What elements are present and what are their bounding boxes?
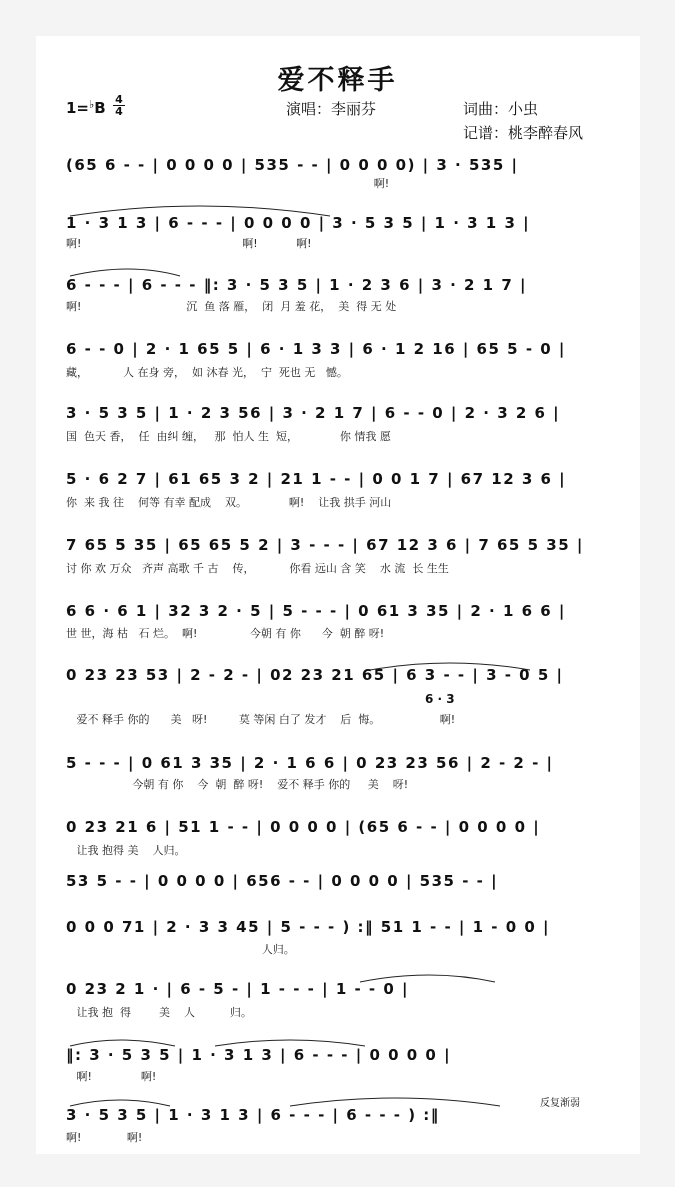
singer-credit: 演唱：李丽芬	[286, 100, 377, 118]
notation-line-13: 0 0 0 71 | 2 · 3 3 45 | 5 - - - ) :‖ 51 1 - - | 1 - 0 0 |	[66, 918, 551, 936]
lyrics-line-6: 你 来 我 往 何等 有幸 配成 双。 啊! 让我 拱手 河山	[66, 496, 392, 509]
slur-arc	[70, 1100, 170, 1106]
lyrics-line-3: 啊! 沉 鱼 落 雁， 闭 月 羞 花， 美 得 无 处	[66, 300, 397, 313]
lyrics-line-11: 让我 抱得 美 人归。	[66, 844, 186, 857]
song-title: 爱不释手	[277, 65, 398, 96]
notation-line-15: ‖: 3 · 5 3 5 | 1 · 3 1 3 | 6 - - - | 0 0 0 0 |	[66, 1046, 452, 1064]
slur-arc	[370, 663, 530, 670]
time-top: 4	[113, 94, 125, 106]
notation-line-3: 6 - - - | 6 - - - ‖: 3 · 5 3 5 | 1 · 2 3 6 | 3 · 2 1 7 |	[66, 276, 527, 294]
slur-arc	[70, 206, 330, 216]
lyrics-line-14: 让我 抱 得 美 人 归。	[66, 1006, 252, 1019]
key-note: B	[94, 99, 106, 117]
notation-line-11: 0 23 21 6 | 51 1 - - | 0 0 0 0 | (65 6 - - | 0 0 0 0 |	[66, 818, 541, 836]
key-prefix: 1=	[66, 99, 90, 117]
notation-line-10: 5 - - - | 0 61 3 35 | 2 · 1 6 6 | 0 23 23 56 | 2 - 2 - |	[66, 754, 554, 772]
lyrics-line-5: 国 色天 香， 任 由纠 缠， 那 怕人 生 短， 你 情我 愿	[66, 430, 391, 443]
lyrics-line-10: 今朝 有 你 今 朝 醉 呀! 爱不 释手 你的 美 呀!	[66, 778, 409, 791]
composer-credit: 词曲：小虫	[463, 100, 539, 118]
notation-line-6: 5 · 6 2 7 | 61 65 3 2 | 21 1 - - | 0 0 1 7 | 67 12 3 6 |	[66, 470, 567, 488]
notation-line-16: 3 · 5 3 5 | 1 · 3 1 3 | 6 - - - | 6 - - - ) :‖	[66, 1106, 440, 1124]
lyrics-line-13: 人归。	[66, 943, 295, 956]
flat-symbol: ♭	[89, 98, 95, 111]
lyrics-line-1: 啊!	[66, 177, 390, 190]
notation-line-1: (65 6 - - | 0 0 0 0 | 535 - - | 0 0 0 0) | 3 · 535 |	[66, 156, 519, 174]
notation-line-14: 0 23 2 1 · | 6 - 5 - | 1 - - - | 1 - - 0 |	[66, 980, 410, 998]
lyrics-line-16: 啊! 啊!	[66, 1131, 143, 1144]
notation-line-7: 7 65 5 35 | 65 65 5 2 | 3 - - - | 67 12 3 6 | 7 65 5 35 |	[66, 536, 584, 554]
notation-line-9: 0 23 23 53 | 2 - 2 - | 02 23 21 65 | 6 3 - - | 3 - 0 5 |	[66, 666, 564, 684]
notation-line-2: 1 · 3 1 3 | 6 - - - | 0 0 0 0 | 3 · 5 3 5 | 1 · 3 1 3 |	[66, 214, 531, 232]
lyrics-line-2: 啊! 啊! 啊!	[66, 237, 312, 250]
lyrics-line-7: 讨 你 欢 万众 齐声 高歌 千 古 传， 你看 远山 含 笑 水 流 长 生生	[66, 562, 449, 575]
transcriber-credit: 记谱：桃李醉春风	[463, 124, 584, 142]
harmony-note: 6 · 3	[425, 692, 455, 706]
lyrics-line-9: 爱不 释手 你的 美 呀! 莫 等闲 白了 发才 后 悔。 啊!	[66, 713, 456, 726]
fade-out-note: 反复渐弱	[540, 1098, 580, 1109]
lyrics-line-4: 藏， 人 在身 旁， 如 沐春 光， 宁 死也 无 憾。	[66, 366, 348, 379]
time-bottom: 4	[115, 105, 123, 118]
notation-line-8: 6 6 · 6 1 | 32 3 2 · 5 | 5 - - - | 0 61 3 35 | 2 · 1 6 6 |	[66, 602, 566, 620]
slur-arc	[70, 269, 180, 276]
slur-arc	[70, 1040, 175, 1046]
notation-line-12: 53 5 - - | 0 0 0 0 | 656 - - | 0 0 0 0 | 535 - - |	[66, 872, 499, 890]
notation-line-5: 3 · 5 3 5 | 1 · 2 3 56 | 3 · 2 1 7 | 6 - - 0 | 2 · 3 2 6 |	[66, 404, 561, 422]
slur-arc	[290, 1098, 500, 1106]
slur-arc	[360, 975, 495, 982]
notation-line-4: 6 - - 0 | 2 · 1 65 5 | 6 · 1 3 3 | 6 · 1 2 16 | 65 5 - 0 |	[66, 340, 566, 358]
lyrics-line-15: 啊! 啊!	[66, 1070, 157, 1083]
slur-arc	[215, 1040, 365, 1046]
lyrics-line-8: 世 世，海 枯 石 烂。 啊! 今朝 有 你 今 朝 醉 呀!	[66, 627, 385, 640]
